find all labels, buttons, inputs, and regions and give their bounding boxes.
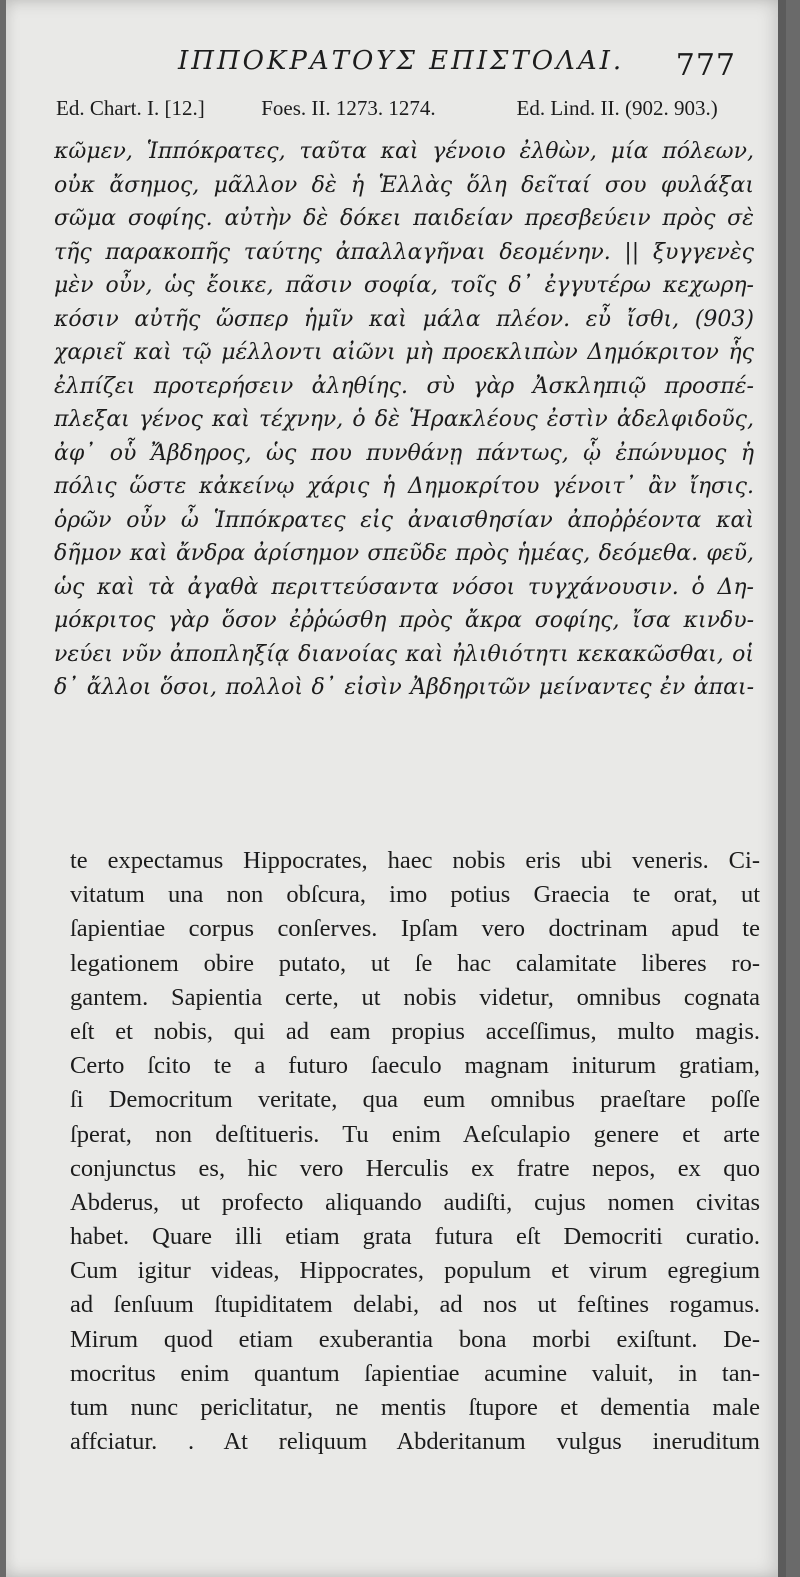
greek-line: ἐλπίζει προτερήσειν ἀληθίης. σὺ γὰρ Ἀσκληπιῷ προσπέ-: [54, 373, 754, 399]
greek-line: μὲν οὖν, ὡς ἔοικε, πᾶσιν σοφία, τοῖς δ᾽ ἐγγυτέρω κεχωρη-: [54, 273, 754, 298]
greek-line: δ᾽ ἄλλοι ὅσοι, πολλοὶ δ᾽ εἰσὶν Ἀβδηριτῶν μείναντες ἐν ἀπαι-: [54, 675, 754, 700]
greek-line: μόκριτος γὰρ ὅσον ἐῤῥώσθη πρὸς ἄκρα σοφίης, ἴσα κινδυ-: [54, 608, 754, 633]
page-edge-shadow: [778, 0, 786, 1577]
greek-line: νεύει νῦν ἀποπληξίᾳ διανοίας καὶ ἠλιθιότητι κεκακῶσθαι, οἱ: [54, 641, 754, 667]
running-head: [46, 46, 766, 86]
latin-line: affciatur. . At reliquum Abderitanum vulgus ineruditum: [70, 1428, 760, 1456]
latin-line: ſperat, non deſtitueris. Tu enim Aeſculapio genere et arte: [70, 1120, 760, 1148]
latin-line: Certo ſcito te a futuro ſaeculo magnam initurum gratiam,: [70, 1052, 760, 1080]
greek-line: πόλις ὥστε κἀκείνῳ χάρις ἡ Δημοκρίτου γένοιτ᾽ ἂν ἴησις.: [54, 474, 754, 499]
latin-line: vitatum una non obſcura, imo potius Graecia te orat, ut: [70, 881, 760, 909]
greek-line: πλεξαι γένος καὶ τέχνην, ὁ δὲ Ἡρακλέους ἐστὶν ἀδελφιδοῦς,: [54, 407, 754, 432]
edition-foes-ref: Foes. II. 1273. 1274.: [261, 96, 436, 120]
book-page: [6, 0, 786, 1577]
edition-chartier-ref: Ed. Chart. I. [12.]: [56, 96, 205, 120]
greek-line: ὁρῶν οὖν ὦ Ἱππόκρατες εἰς ἀναισθησίαν ἀποῤῥέοντα καὶ: [54, 507, 754, 533]
latin-line: mocritus enim quantum ſapientiae acumine valuit, in tan-: [70, 1359, 760, 1387]
greek-line: κόσιν αὐτῆς ὥσπερ ἡμῖν καὶ μάλα πλέον. εὖ ἴσθι, (903): [54, 306, 754, 332]
latin-line: habet. Quare illi etiam grata futura eſt Democriti curatio.: [70, 1223, 760, 1251]
latin-line: legationem obire putato, ut ſe hac calamitate liberes ro-: [70, 949, 760, 977]
latin-line: gantem. Sapientia certe, ut nobis videtur, omnibus cognata: [70, 983, 760, 1011]
latin-line: Abderus, ut profecto aliquando audiſti, cujus nomen civitas: [70, 1188, 760, 1216]
greek-line: δῆμον καὶ ἄνδρα ἀρίσημον σπεῦδε πρὸς ἡμέας, δεόμεθα. φεῦ,: [54, 541, 754, 566]
latin-line: ſi Democritum veritate, qua eum omnibus praeſtare poſſe: [70, 1086, 760, 1114]
latin-line: te expectamus Hippocrates, haec nobis eris ubi veneris. Ci-: [70, 847, 760, 874]
greek-line: σῶμα σοφίης. αὐτὴν δὲ δόκει παιδείαν πρεσβεύειν πρὸς σὲ: [54, 206, 754, 231]
greek-line: ὡς καὶ τὰ ἀγαθὰ περιττεύσαντα νόσοι τυγχάνουσιν. ὁ Δη-: [54, 574, 754, 600]
edition-reference-line: [56, 96, 776, 121]
latin-translation-block: [70, 844, 760, 1459]
greek-line: τῆς παρακοπῆς ταύτης ἀπαλλαγῆναι δεομένην. || ξυγγενὲς: [54, 239, 754, 265]
page-number: 777: [675, 48, 736, 83]
greek-line: χαριεῖ καὶ τῷ μέλλοντι αἰῶνι μὴ προεκλιπὼν Δημόκριτον ἧς: [54, 340, 754, 365]
greek-text-block: [54, 135, 754, 705]
running-title: ΙΠΠΟΚΡΑΤΟΥΣ ΕΠΙΣΤΟΛΑΙ.: [178, 46, 625, 76]
latin-line: tum nunc periclitatur, ne mentis ſtupore et dementia male: [70, 1394, 760, 1421]
latin-line: Mirum quod etiam exuberantia bona morbi exiſtunt. De-: [70, 1325, 760, 1353]
latin-line: conjunctus es, hic vero Herculis ex fratre nepos, ex quo: [70, 1154, 760, 1182]
greek-line: οὐκ ἄσημος, μᾶλλον δὲ ἡ Ἑλλὰς ὅλη δεῖταί σου φυλάξαι: [54, 172, 754, 198]
latin-line: eſt et nobis, qui ad eam propius acceſſimus, multo magis.: [70, 1017, 760, 1045]
edition-linden-ref: Ed. Lind. II. (902. 903.): [516, 96, 718, 120]
latin-line: Cum igitur videas, Hippocrates, populum et virum egregium: [70, 1257, 760, 1285]
latin-line: ſapientiae corpus conſerves. Ipſam vero doctrinam apud te: [70, 915, 760, 943]
greek-line: ἀφ᾽ οὗ Ἄβδηρος, ὡς που πυνθάνῃ πάντως, ᾧ ἐπώνυμος ἡ: [54, 440, 754, 466]
latin-line: ad ſenſuum ſtupiditatem delabi, ad nos ut feſtines rogamus.: [70, 1291, 760, 1319]
greek-line: κῶμεν, Ἱππόκρατες, ταῦτα καὶ γένοιο ἐλθὼν, μία πόλεων,: [54, 139, 754, 164]
